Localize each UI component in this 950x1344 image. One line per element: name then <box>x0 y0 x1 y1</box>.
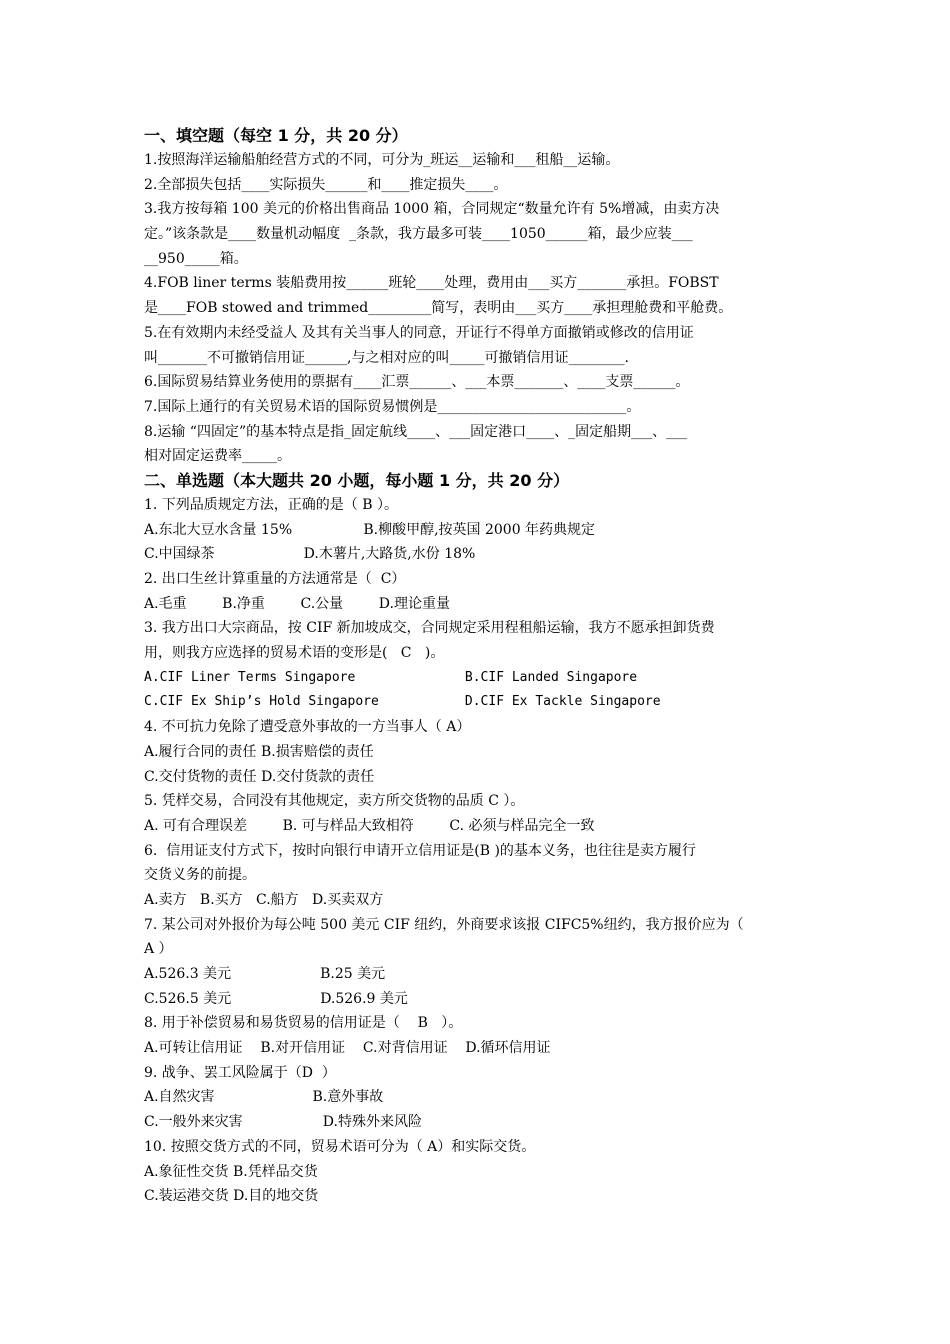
single-choice-line: A. 可有合理误差 B. 可与样品大致相符 C. 必须与样品完全一致 <box>144 817 595 834</box>
exam-page <box>144 124 814 1209</box>
single-choice-line: A.卖方 B.买方 C.船方 D.买卖双方 <box>144 891 384 908</box>
section-2-body <box>144 493 814 1209</box>
section-1-title: 一、填空题（每空 1 分，共 20 分） <box>144 126 408 145</box>
section-2-title: 二、单选题（本大题共 20 小题，每小题 1 分，共 20 分） <box>144 470 570 490</box>
fill-blank-line: 定。”该条款是____数量机动幅度 _条款，我方最多可装____1050______箱，最少应装___ <box>144 226 693 243</box>
fill-blank-line: 3.我方按每箱 100 美元的价格出售商品 1000 箱，合同规定“数量允许有 5%增减，由卖方决 <box>144 201 720 218</box>
fill-blank-line: 6.国际贸易结算业务使用的票据有____汇票______、___本票_______、____支票______。 <box>144 374 690 391</box>
single-choice-line: A.自然灾害 B.意外事故 <box>144 1089 384 1106</box>
single-choice-line: A.CIF Liner Terms Singapore B.CIF Landed Singapore <box>144 669 638 685</box>
single-choice-line: A.毛重 B.净重 C.公量 D.理论重量 <box>144 595 450 612</box>
fill-blank-line: 1.按照海洋运输船舶经营方式的不同，可分为_班运__运输和___租船__运输。 <box>144 152 620 168</box>
single-choice-line: C.装运港交货 D.目的地交货 <box>144 1188 319 1205</box>
single-choice-line: 6. 信用证支付方式下，按时向银行申请开立信用证是(B )的基本义务，也往往是卖方履行 <box>144 842 696 859</box>
single-choice-line: 10. 按照交货方式的不同，贸易术语可分为（ A）和实际交货。 <box>144 1138 536 1155</box>
fill-blank-line: 是____FOB stowed and trimmed_________简写，表明由___买方____承担理舱费和平舱费。 <box>144 300 733 317</box>
single-choice-line: C.中国绿茶 D.木薯片,大路货,水份 18% <box>144 546 476 563</box>
single-choice-line: A.可转让信用证 B.对开信用证 C.对背信用证 D.循环信用证 <box>144 1040 551 1057</box>
section-1-body <box>144 148 814 469</box>
fill-blank-line: 叫_______不可撤销信用证______,与之相对应的叫_____可撤销信用证________. <box>144 349 629 366</box>
single-choice-line: A.东北大豆水含量 15% B.柳酸甲醇,按英国 2000 年药典规定 <box>144 521 596 538</box>
single-choice-line: 用，则我方应选择的贸易术语的变形是( C )。 <box>144 645 445 662</box>
single-choice-line: A ） <box>144 941 173 958</box>
single-choice-line: C.一般外来灾害 D.特殊外来风险 <box>144 1114 422 1131</box>
single-choice-line: C.526.5 美元 D.526.9 美元 <box>144 990 408 1007</box>
fill-blank-line: 8.运输 “四固定”的基本特点是指_固定航线____、___固定港口____、_固定船期___、___ <box>144 423 688 440</box>
single-choice-line: 3. 我方出口大宗商品，按 CIF 新加坡成交，合同规定采用程租船运输，我方不愿承担卸货费 <box>144 620 715 637</box>
fill-blank-line: 7.国际上通行的有关贸易术语的国际贸易惯例是___________________________。 <box>144 398 641 415</box>
single-choice-line: A.526.3 美元 B.25 美元 <box>144 966 386 982</box>
fill-blank-line: 4.FOB liner terms 装船费用按______班轮____处理，费用由___买方_______承担。FOBST <box>144 275 719 292</box>
fill-blank-line: 2.全部损失包括____实际损失______和____推定损失____。 <box>144 176 508 193</box>
single-choice-line: C.交付货物的责任 D.交付货款的责任 <box>144 768 375 785</box>
single-choice-line: A.履行合同的责任 B.损害赔偿的责任 <box>144 743 374 760</box>
single-choice-line: 8. 用于补偿贸易和易货贸易的信用证是（ B ）。 <box>144 1015 463 1032</box>
single-choice-line: 4. 不可抗力免除了遭受意外事故的一方当事人（ A） <box>144 719 471 736</box>
single-choice-line: 交货义务的前提。 <box>144 867 256 884</box>
single-choice-line: C.CIF Ex Ship’s Hold Singapore D.CIF Ex Tackle Singapore <box>144 694 661 710</box>
fill-blank-line: __950_____箱。 <box>144 250 248 267</box>
single-choice-line: 7. 某公司对外报价为每公吨 500 美元 CIF 纽约，外商要求该报 CIFC5%纽约，我方报价应为（ <box>144 916 744 933</box>
single-choice-line: 9. 战争、罢工风险属于（D ） <box>144 1064 336 1081</box>
single-choice-line: 2. 出口生丝计算重量的方法通常是（ C） <box>144 571 406 587</box>
single-choice-line: A.象征性交货 B.凭样品交货 <box>144 1163 318 1180</box>
single-choice-line: 5. 凭样交易，合同没有其他规定，卖方所交货物的品质 C ）。 <box>144 793 525 810</box>
fill-blank-line: 5.在有效期内未经受益人 及其有关当事人的同意，开证行不得单方面撤销或修改的信用证 <box>144 324 694 341</box>
fill-blank-line: 相对固定运费率_____。 <box>144 448 291 465</box>
single-choice-line: 1. 下列品质规定方法，正确的是（ B ）。 <box>144 496 398 513</box>
